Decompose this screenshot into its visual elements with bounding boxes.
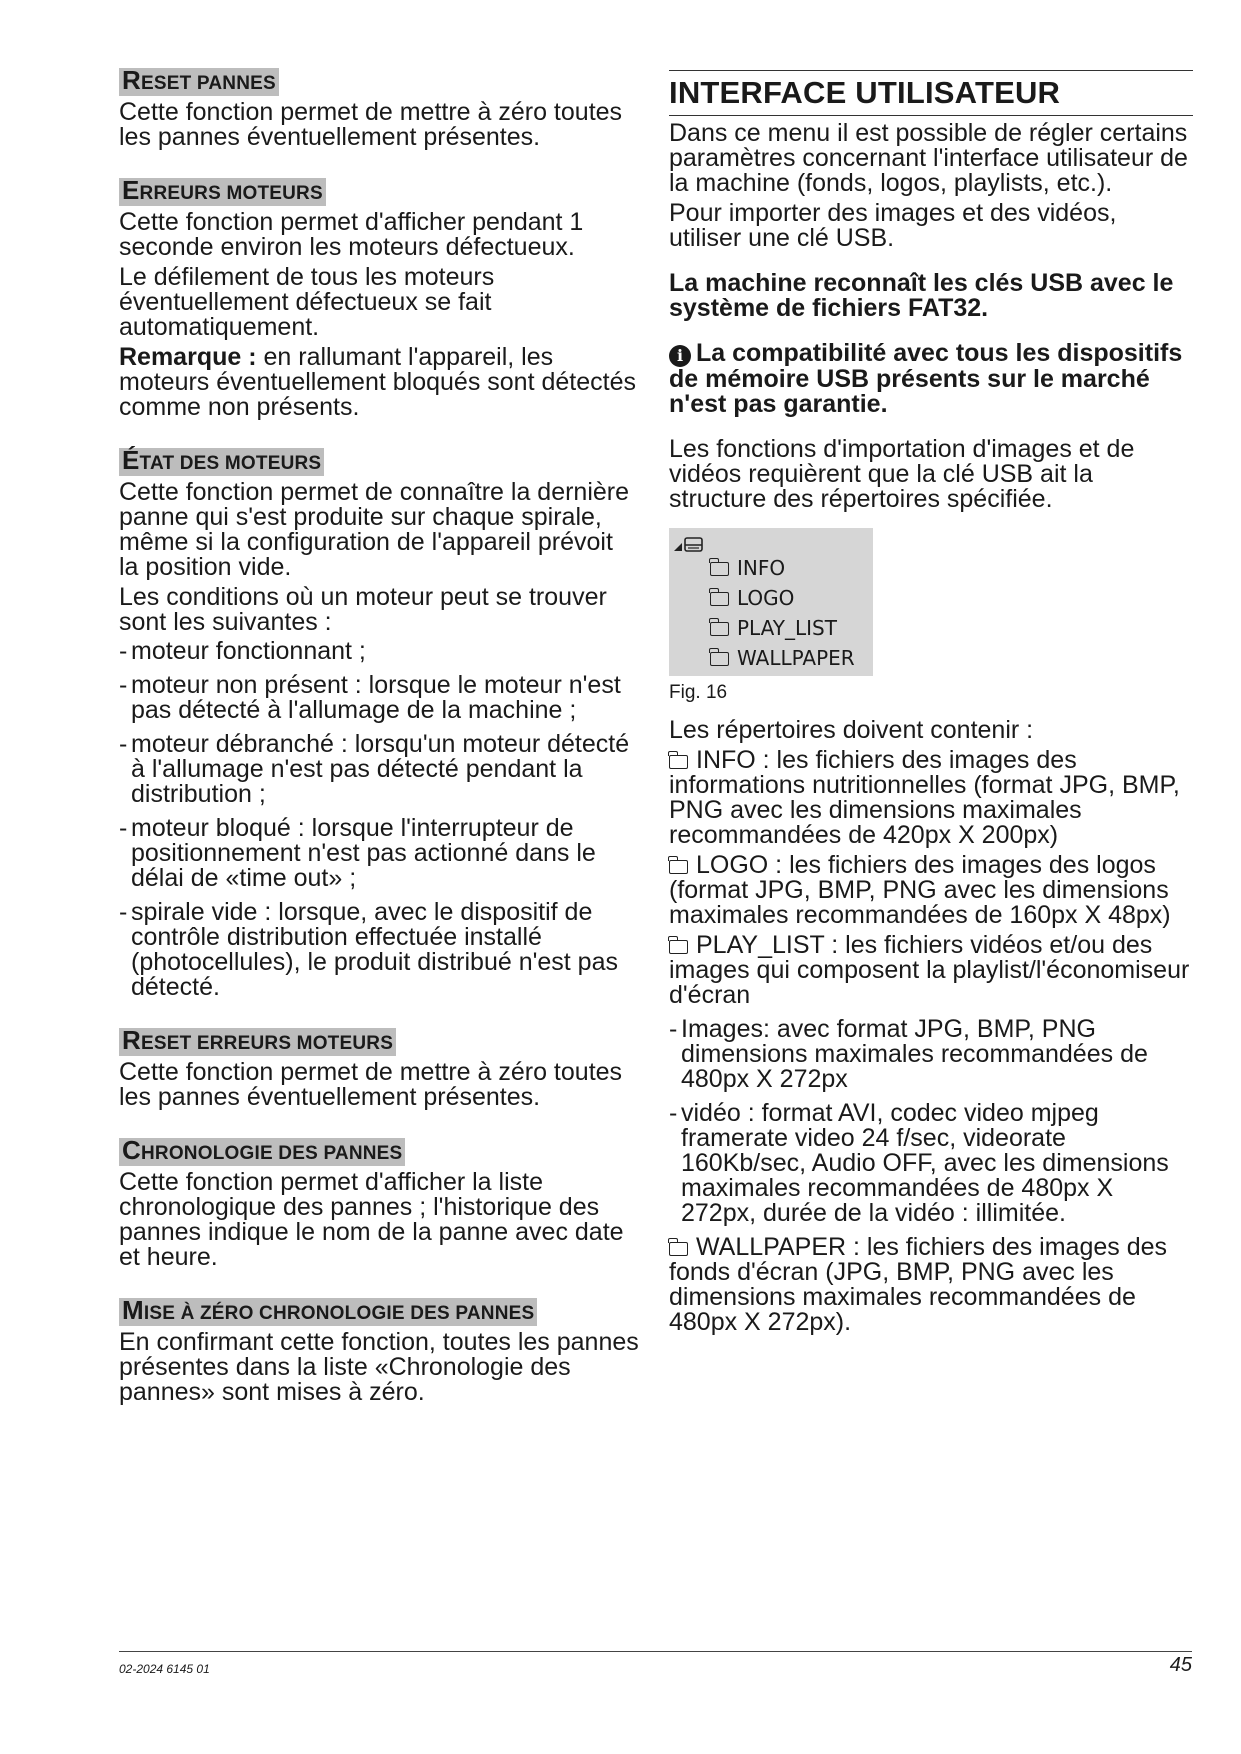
folder-name: LOGO (737, 586, 795, 610)
section-mise-a-zero (119, 1295, 639, 1406)
paragraph: Dans ce menu il est possible de régler certains paramètres concernant l'interface utilisateur de la machine (fonds, logos, playlists, etc.). (669, 119, 1188, 197)
remark-label: Remarque : (119, 343, 257, 371)
left-column (119, 65, 639, 1433)
heading-text: ESET PANNES (140, 73, 276, 94)
dir-text: PLAY_LIST : les fichiers vidéos et/ou des images qui composent la playlist/l'économiseur d'écran (669, 931, 1190, 1009)
heading-text: ISE À ZÉRO CHRONOLOGIE DES PANNES (143, 1303, 535, 1324)
folder-name: PLAY_LIST (737, 616, 837, 640)
list-item: - moteur fonctionnant ; (119, 639, 639, 664)
paragraph: Cette fonction permet d'afficher la liste chronologique des pannes ; l'historique des pannes indique le nom de la panne avec date et heure. (119, 1168, 624, 1271)
paragraph: Le défilement de tous les moteurs éventuellement défectueux se fait automatiquement. (119, 263, 495, 341)
list-item: - spirale vide : lorsque, avec le dispositif de contrôle distribution effectuée installé (photocellules), le produit distribué n'est pas détecté. (119, 900, 639, 1000)
folder-icon (710, 592, 729, 606)
remark-text: en rallumant l'appareil, les moteurs éventuellement bloqués sont détectés comme non présents. (119, 343, 636, 421)
playlist-format-list (669, 1017, 1193, 1226)
warning-text: La compatibilité avec tous les dispositifs de mémoire USB présents sur le marché n'est pas garantie. (669, 339, 1183, 418)
section-reset-pannes (119, 65, 639, 151)
paragraph: Cette fonction permet d'afficher pendant 1 seconde environ les moteurs défectueux. (119, 208, 584, 261)
folder-icon (669, 860, 688, 874)
folder-icon (669, 940, 688, 954)
folder-icon (710, 622, 729, 636)
folder-icon (710, 562, 729, 576)
folder-row (710, 616, 837, 640)
heading-text: RREURS MOTEURS (139, 183, 323, 204)
folder-icon (669, 755, 688, 769)
document-code: 02-2024 6145 01 (119, 1662, 210, 1676)
paragraph: Cette fonction permet de mettre à zéro toutes les pannes éventuellement présentes. (119, 98, 623, 151)
folder-icon (669, 1242, 688, 1256)
folder-name: WALLPAPER (737, 646, 855, 670)
info-icon: i (669, 345, 691, 367)
paragraph: Pour importer des images et des vidéos, utiliser une clé USB. (669, 199, 1117, 252)
usb-drive-icon (672, 534, 706, 561)
page-footer (119, 1651, 1192, 1676)
heading-erreurs-moteurs (119, 175, 326, 206)
usb-folder-structure-figure (669, 528, 873, 676)
paragraph: En confirmant cette fonction, toutes les pannes présentes dans la liste «Chronologie des pannes» sont mises à zéro. (119, 1328, 639, 1406)
heading-chronologie (119, 1135, 405, 1166)
heading-text: HRONOLOGIE DES PANNES (140, 1143, 403, 1164)
heading-mise-a-zero (119, 1295, 537, 1326)
heading-text: TAT DES MOTEURS (139, 453, 322, 474)
dir-text: LOGO : les fichiers des images des logos (format JPG, BMP, PNG avec les dimensions maximales recommandées de 160px X 48px) (669, 851, 1171, 929)
heading-reset-erreurs (119, 1025, 396, 1056)
motor-conditions-list (119, 639, 639, 1000)
paragraph: Les répertoires doivent contenir : (669, 716, 1034, 744)
dir-info (669, 748, 1193, 848)
dir-text: WALLPAPER : les fichiers des images des fonds d'écran (JPG, BMP, PNG avec les dimensions maximales recommandées de 480px X 272px). (669, 1233, 1168, 1336)
dir-wallpaper (669, 1235, 1193, 1335)
section-reset-erreurs (119, 1025, 639, 1111)
list-item: - moteur non présent : lorsque le moteur n'est pas détecté à l'allumage de la machine ; (119, 673, 639, 723)
heading-initial: M (122, 1295, 144, 1325)
list-item: - vidéo : format AVI, codec video mjpeg framerate video 24 f/sec, videorate 160Kb/sec, Audio OFF, avec les dimensions maximales recommandées de 480px X 272px, durée de la vidéo : illimitée. (669, 1101, 1193, 1226)
compatibility-warning (669, 341, 1193, 417)
folder-row (710, 556, 785, 580)
paragraph: Cette fonction permet de connaître la dernière panne qui s'est produite sur chaque spirale, même si la configuration de l'appareil prévoit la position vide. (119, 478, 630, 581)
dir-text: INFO : les fichiers des images des informations nutritionnelles (format JPG, BMP, PNG avec les dimensions maximales recommandées de 420px X 200px) (669, 746, 1180, 849)
section-chronologie (119, 1135, 639, 1271)
section-erreurs-moteurs (119, 175, 639, 421)
heading-initial: E (122, 175, 140, 205)
remark (119, 345, 639, 420)
list-item: - moteur bloqué : lorsque l'interrupteur de positionnement n'est pas actionné dans le délai de «time out» ; (119, 816, 639, 891)
heading-reset-pannes (119, 65, 279, 96)
figure-caption: Fig. 16 (669, 682, 728, 703)
heading-text: ESET ERREURS MOTEURS (140, 1033, 394, 1054)
section-etat-moteurs (119, 445, 639, 1001)
folder-icon (710, 652, 729, 666)
paragraph: Cette fonction permet de mettre à zéro toutes les pannes éventuellement présentes. (119, 1058, 623, 1111)
paragraph: Les fonctions d'importation d'images et de vidéos requièrent que la clé USB ait la structure des répertoires spécifiée. (669, 435, 1135, 513)
fat32-note: La machine reconnaît les clés USB avec le système de fichiers FAT32. (669, 269, 1174, 322)
list-item: - Images: avec format JPG, BMP, PNG dimensions maximales recommandées de 480px X 272px (669, 1017, 1193, 1092)
heading-initial: C (122, 1135, 141, 1165)
dir-playlist (669, 933, 1193, 1008)
folder-name: INFO (737, 556, 786, 580)
folder-row (710, 646, 855, 670)
heading-initial: R (122, 1025, 141, 1055)
heading-initial: R (122, 65, 141, 95)
folder-row (710, 586, 794, 610)
heading-initial: É (122, 445, 140, 475)
page-number: 45 (1169, 1654, 1192, 1676)
list-item: - moteur débranché : lorsqu'un moteur détecté à l'allumage n'est pas détecté pendant la distribution ; (119, 732, 639, 807)
page-title: INTERFACE UTILISATEUR (669, 75, 1061, 110)
paragraph: Les conditions où un moteur peut se trouver sont les suivantes : (119, 583, 607, 636)
heading-etat-moteurs (119, 445, 324, 476)
dir-logo (669, 853, 1193, 928)
right-column (669, 70, 1193, 1335)
title-bar (669, 70, 1193, 116)
